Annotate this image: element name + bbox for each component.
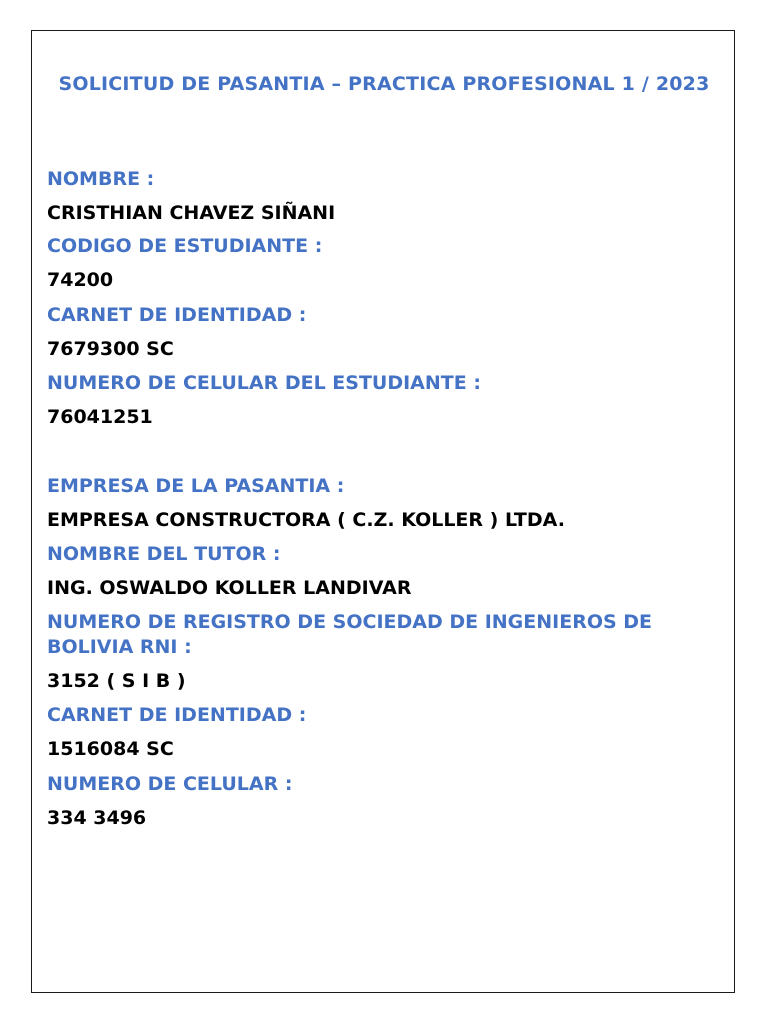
student-code-value: 74200	[47, 269, 114, 291]
student-id-label: CARNET DE IDENTIDAD :	[47, 304, 307, 326]
registry-value: 3152 ( S I B )	[47, 670, 186, 692]
tutor-id-value: 1516084 SC	[47, 738, 174, 760]
document-title: SOLICITUD DE PASANTIA – PRACTICA PROFESIONAL 1 / 2023	[58, 73, 710, 95]
tutor-name-label: NOMBRE DEL TUTOR :	[47, 543, 281, 565]
student-name-value: CRISTHIAN CHAVEZ SIÑANI	[47, 202, 336, 224]
tutor-id-label: CARNET DE IDENTIDAD :	[47, 704, 307, 726]
tutor-phone-label: NUMERO DE CELULAR :	[47, 773, 293, 795]
tutor-phone-value: 334 3496	[47, 807, 147, 829]
tutor-name-value: ING. OSWALDO KOLLER LANDIVAR	[47, 577, 412, 599]
registry-label: NUMERO DE REGISTRO DE SOCIEDAD DE INGENIEROS DE BOLIVIA RNI :	[47, 611, 653, 658]
company-label: EMPRESA DE LA PASANTIA :	[47, 475, 345, 497]
student-phone-label: NUMERO DE CELULAR DEL ESTUDIANTE :	[47, 372, 481, 394]
student-name-label: NOMBRE :	[47, 168, 155, 190]
student-phone-value: 76041251	[47, 406, 153, 428]
student-id-value: 7679300 SC	[47, 338, 174, 360]
student-code-label: CODIGO DE ESTUDIANTE :	[47, 235, 323, 257]
company-value: EMPRESA CONSTRUCTORA ( C.Z. KOLLER ) LTDA.	[47, 509, 565, 531]
